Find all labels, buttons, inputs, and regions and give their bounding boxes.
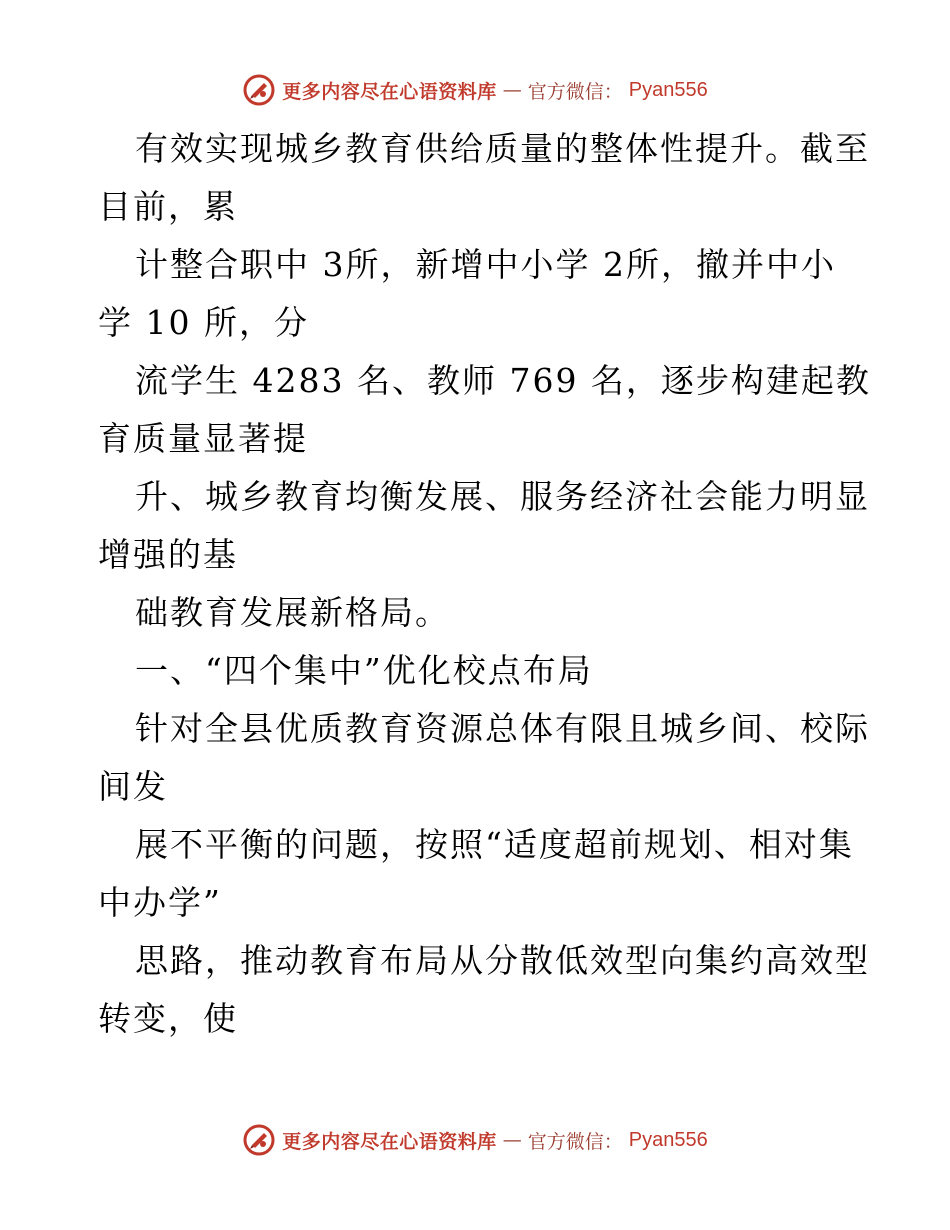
text-line: 计整合职中 3所，新增中小学 2所，撤并中小: [135, 245, 836, 284]
text-line: 一、“四个集中”优化校点布局: [135, 651, 593, 690]
text-line: 学 10 所，分: [98, 303, 309, 342]
text-line: 育质量显著提: [98, 419, 308, 458]
text-line: 展不平衡的问题，按照“适度超前规划、相对集: [135, 825, 854, 864]
logo-icon: [242, 73, 276, 107]
logo-icon: [242, 1123, 276, 1157]
header-wechat-id: Pyan556: [628, 78, 708, 101]
text-line: 流学生 4283 名、教师 769 名，逐步构建起教: [135, 361, 871, 400]
text-line: 础教育发展新格局。: [135, 593, 450, 632]
text-line: 中办学”: [98, 883, 222, 922]
footer-banner-inner: [242, 1123, 708, 1157]
text-line: 升、城乡教育均衡发展、服务经济社会能力明显: [135, 477, 870, 516]
header-banner-inner: [242, 73, 708, 107]
text-line: 增强的基: [98, 535, 238, 574]
footer-wechat-label: 官方微信：: [527, 1130, 623, 1153]
header-banner-text: 更多内容尽在心语资料库: [282, 80, 497, 103]
footer-banner-separator: —: [502, 1129, 522, 1151]
footer-banner: [0, 1120, 950, 1160]
text-line: 针对全县优质教育资源总体有限且城乡间、校际: [135, 709, 870, 748]
header-banner: [0, 70, 950, 110]
text-line: 目前，累: [98, 187, 238, 226]
text-line: 间发: [98, 767, 168, 806]
footer-wechat-id: Pyan556: [628, 1128, 708, 1151]
text-line: 思路，推动教育布局从分散低效型向集约高效型: [135, 941, 870, 980]
text-line: 转变，使: [98, 999, 238, 1038]
footer-banner-text: 更多内容尽在心语资料库: [282, 1130, 497, 1153]
header-wechat-label: 官方微信：: [527, 80, 623, 103]
document-body: [98, 120, 871, 1048]
header-banner-separator: —: [502, 79, 522, 101]
text-line: 有效实现城乡教育供给质量的整体性提升。截至: [135, 129, 870, 168]
